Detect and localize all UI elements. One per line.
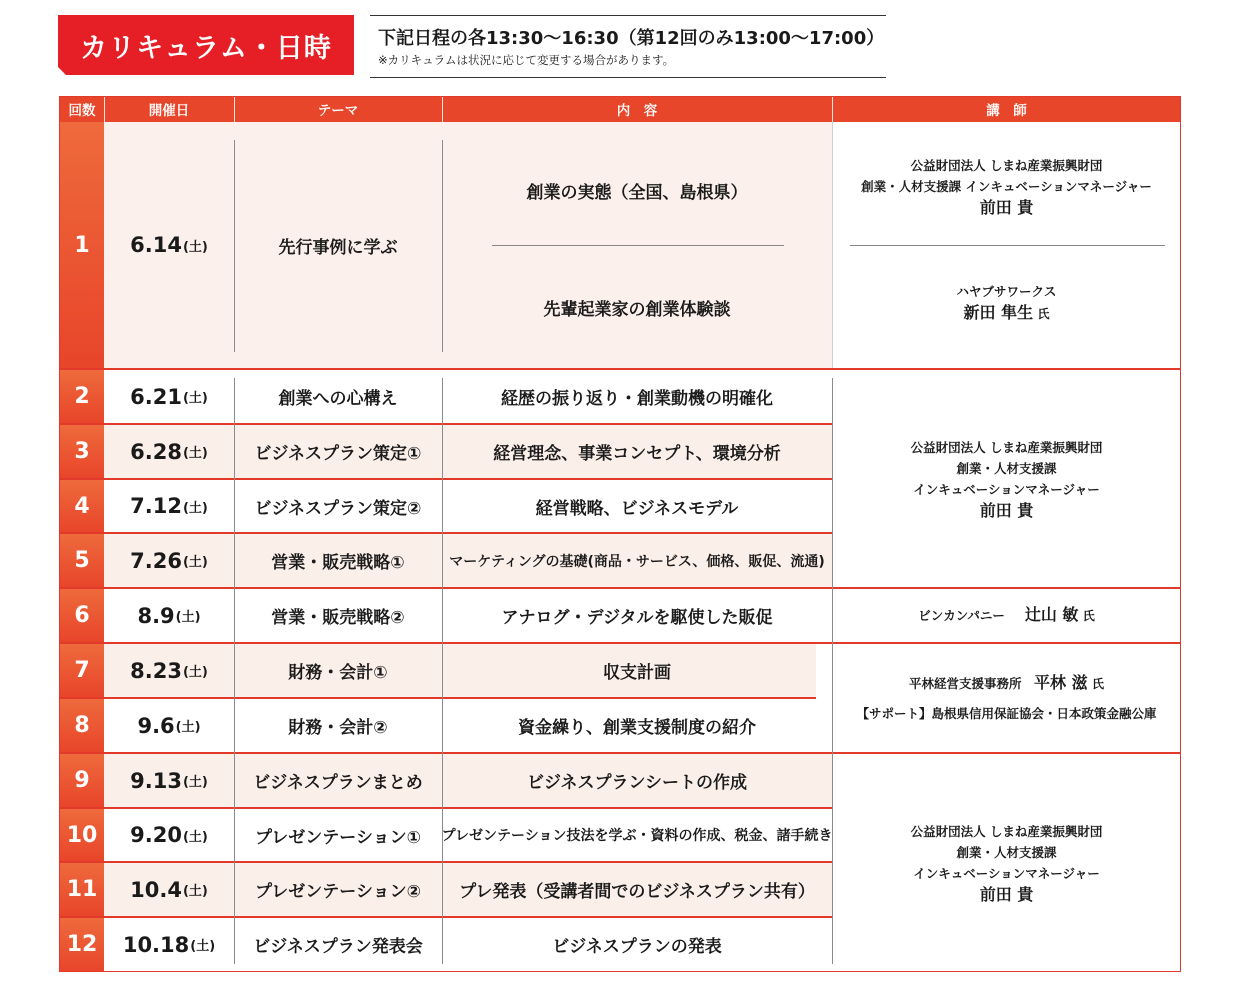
row-content: 経営理念、事業コンセプト、環境分析 [493, 444, 781, 464]
col-header-no: 回数 [68, 103, 96, 119]
row-number: 10 [60, 809, 104, 861]
header-rule-top [370, 15, 886, 16]
row-content: 経営戦略、ビジネスモデル [535, 498, 739, 519]
row-content: 経歴の振り返り・創業動機の明確化 [501, 389, 773, 409]
row-number: 2 [60, 370, 104, 423]
lecturer-name: 前田 貴 [979, 500, 1034, 520]
row-theme: ビジネスプラン策定① [254, 444, 422, 464]
date-value: 6.28 [130, 439, 182, 464]
lecturer-org: 創業・人材支援課 [956, 844, 1057, 860]
lecturer-name: 前田 貴 [979, 884, 1034, 904]
row-number: 4 [60, 480, 104, 532]
row-content: 創業の実態（全国、島根県） [526, 182, 748, 203]
weekday: (土) [182, 555, 208, 570]
row-content: プレゼンテーション技法を学ぶ・資料の作成、税金、諸手続き [441, 828, 833, 844]
weekday: (土) [182, 665, 208, 680]
date-value: 7.26 [130, 548, 182, 573]
schedule-text: 下記日程の各13:30〜16:30（第12回のみ13:00〜17:00） [378, 28, 885, 49]
weekday: (土) [182, 391, 208, 406]
row-content: ビジネスプランシートの作成 [526, 773, 748, 793]
row-theme: 財務・会計① [288, 663, 388, 683]
row-theme: ビジネスプラン発表会 [253, 937, 423, 957]
row-content: アナログ・デジタルを駆使した販促 [501, 608, 773, 628]
row-number: 5 [60, 534, 104, 587]
date-value: 9.20 [130, 823, 182, 847]
lecturer-support: 【サポート】島根県信用保証協会・日本政策金融公庫 [856, 705, 1157, 721]
date-value: 9.6 [137, 713, 175, 738]
row-content: 収支計画 [603, 663, 671, 683]
weekday: (土) [182, 775, 208, 790]
row-theme: 営業・販売戦略① [271, 553, 405, 573]
lecturer-org: 公益財団法人 しまね産業振興財団 [910, 157, 1103, 173]
row-number: 8 [60, 699, 104, 752]
lecturer-org: インキュベーションマネージャー [913, 481, 1100, 497]
date-value: 10.4 [130, 877, 182, 902]
row-content: ビジネスプランの発表 [552, 937, 722, 957]
weekday: (土) [182, 884, 208, 899]
row-number: 7 [60, 644, 104, 697]
row-content: 資金繰り、創業支援制度の紹介 [518, 718, 756, 738]
lecturer-name: 新田 隼生 [963, 303, 1034, 322]
weekday: (土) [182, 500, 208, 516]
date-value: 8.9 [137, 603, 175, 628]
row-theme: 財務・会計② [288, 718, 388, 738]
date-value: 9.13 [130, 768, 182, 793]
row-number: 6 [60, 589, 104, 642]
lecturer-name: 平林 滋 [1034, 672, 1088, 692]
row-theme: 創業への心構え [278, 389, 398, 409]
lecturer-org: 創業・人材支援課 インキュベーションマネージャー [861, 178, 1152, 194]
row-content: 先輩起業家の創業体験談 [543, 299, 731, 320]
page-title: カリキュラム・日時 [80, 32, 332, 64]
date-value: 8.23 [130, 658, 182, 683]
honorific: 氏 [1082, 609, 1095, 623]
weekday: (土) [190, 939, 216, 954]
lecturer-org: 平林経営支援事務所 [909, 675, 1022, 691]
date-value: 7.12 [130, 494, 182, 518]
header-rule-bottom [370, 77, 886, 78]
row-theme: ビジネスプランまとめ [253, 773, 423, 793]
col-header-content: 内 容 [616, 103, 658, 119]
date-value: 6.14 [130, 233, 182, 257]
weekday: (土) [182, 829, 208, 845]
col-header-date: 開催日 [148, 103, 190, 119]
schedule-note: ※カリキュラムは状況に応じて変更する場合があります。 [378, 53, 675, 67]
lecturer-org: インキュベーションマネージャー [913, 865, 1100, 881]
row-theme: 営業・販売戦略② [271, 608, 405, 628]
weekday: (土) [182, 239, 208, 255]
date-value: 10.18 [122, 932, 190, 957]
row-content: マーケティングの基礎(商品・サービス、価格、販促、流通) [449, 553, 825, 570]
weekday: (土) [175, 720, 201, 735]
weekday: (土) [182, 446, 208, 461]
row-number: 12 [60, 918, 104, 971]
lecturer-name: 前田 貴 [979, 197, 1034, 217]
lecturer-org: 創業・人材支援課 [956, 460, 1057, 476]
row-number: 9 [60, 754, 104, 807]
table-border [59, 96, 1181, 972]
row-theme: プレゼンテーション② [254, 882, 422, 902]
honorific: 氏 [1091, 676, 1104, 691]
weekday: (土) [175, 610, 201, 625]
lecturer-org: 公益財団法人 しまね産業振興財団 [910, 823, 1103, 839]
col-header-lecturer: 講 師 [986, 103, 1027, 119]
row-number: 11 [60, 863, 104, 916]
honorific: 氏 [1037, 307, 1050, 321]
col-header-theme: テーマ [317, 103, 359, 119]
row-theme: ビジネスプラン策定② [254, 498, 422, 519]
lecturer-name: 辻山 敏 [1024, 605, 1079, 624]
row-number: 1 [60, 122, 104, 368]
date-value: 6.21 [130, 384, 182, 409]
lecturer-org: 公益財団法人 しまね産業振興財団 [910, 439, 1103, 455]
row-number: 3 [60, 425, 104, 478]
row-content: プレ発表（受講者間でのビジネスプラン共有） [459, 882, 815, 902]
lecturer-org: ハヤブサワークス [956, 284, 1057, 299]
row-theme: 先行事例に学ぶ [278, 237, 398, 258]
lecturer-org: ビンカンパニー [918, 608, 1005, 623]
row-theme: プレゼンテーション① [254, 827, 422, 848]
